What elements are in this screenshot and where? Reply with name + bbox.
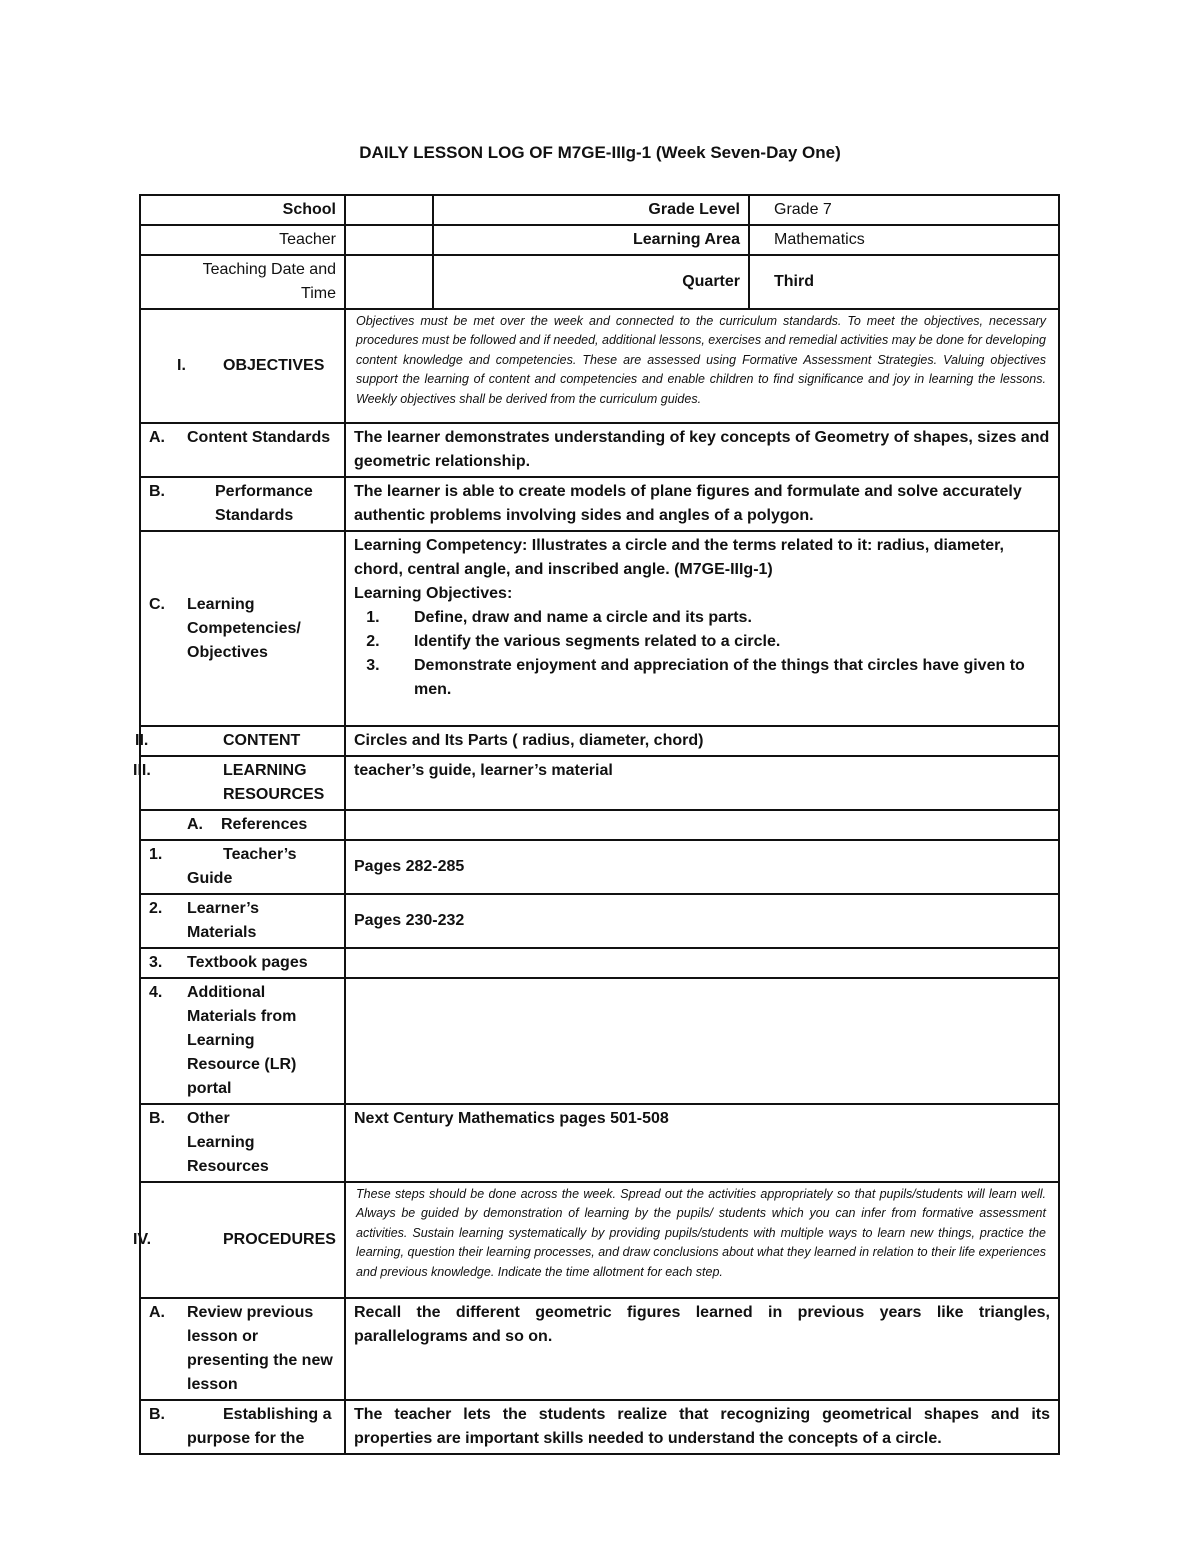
review-row bbox=[140, 1298, 1059, 1400]
procedures-note: These steps should be done across the week. Spread out the activities appropriately so that pupils/students will learn well. Always be guided by demonstration of learning by the pupils/ students which you can infer from formative assessment activities. Sustain learning systematically by providing pupils/students with multiple ways to learn new things, practice the learning, question their learning processes, and draw conclusions about what they learned in relation to their life experiences and previous knowledge. Indicate the time allotment for each step. bbox=[345, 1182, 1059, 1298]
review-label: Review previous lesson or presenting the new lesson bbox=[187, 1304, 333, 1393]
learning-area-value: Mathematics bbox=[749, 225, 1059, 255]
purpose-heading bbox=[140, 1400, 345, 1454]
objective-item: 3. Demonstrate enjoyment and appreciation of the things that circles have given to men. bbox=[384, 654, 1050, 702]
date-label: Teaching Date and Time bbox=[140, 255, 345, 309]
ref-item-heading bbox=[140, 894, 345, 948]
teacher-label: Teacher bbox=[140, 225, 345, 255]
purpose-marker: B. bbox=[149, 1406, 165, 1423]
objectives-row bbox=[140, 309, 1059, 423]
ref-item-label: Learner’s Materials bbox=[187, 900, 260, 941]
objectives-heading bbox=[140, 309, 345, 423]
purpose-text: The teacher lets the students realize that recognizing geometrical shapes and its properties are important skills needed to understand the concepts of a circle. bbox=[345, 1400, 1059, 1454]
ref-item-label: Textbook pages bbox=[187, 954, 308, 971]
objectives-note: Objectives must be met over the week and connected to the curriculum standards. To meet the objectives, necessary procedures must be followed and if needed, additional lessons, exercises and remedial activities may be done for developing content knowledge and competencies. These are assessed using Formative Assessment Strategies. Valuing objectives support the learning of content and competencies and enable children to find significance and joy in learning the lessons. Weekly objectives shall be derived from the curriculum guides. bbox=[345, 309, 1059, 423]
date-row bbox=[140, 255, 1059, 309]
page-title: DAILY LESSON LOG OF M7GE-IIIg-1 (Week Seven-Day One) bbox=[359, 143, 841, 162]
references-label: References bbox=[221, 816, 308, 833]
school-label: School bbox=[140, 195, 345, 225]
teacher-row bbox=[140, 225, 1059, 255]
ref-item-marker: 1. bbox=[149, 846, 163, 863]
quarter-value: Third bbox=[749, 255, 1059, 309]
review-marker: A. bbox=[149, 1304, 165, 1321]
ref-item-marker: 2. bbox=[149, 900, 163, 917]
ref-item-row bbox=[140, 840, 1059, 894]
references-row bbox=[140, 810, 1059, 840]
ref-item-text: Pages 282-285 bbox=[345, 840, 1059, 894]
ref-item-marker: 4. bbox=[149, 984, 163, 1001]
ref-item-text bbox=[345, 978, 1059, 1104]
purpose-label: Establishing a purpose for the bbox=[187, 1406, 332, 1447]
performance-standards-label: Performance Standards bbox=[215, 483, 313, 524]
other-resources-heading bbox=[140, 1104, 345, 1182]
ref-item-row bbox=[140, 894, 1059, 948]
performance-standards-row bbox=[140, 477, 1059, 531]
resources-label: LEARNING RESOURCES bbox=[223, 762, 325, 803]
ref-item-heading bbox=[140, 840, 345, 894]
ref-item-label: Additional Materials from Learning Resource (LR) portal bbox=[187, 984, 297, 1097]
procedures-heading bbox=[133, 1182, 345, 1298]
school-row bbox=[140, 195, 1059, 225]
review-text: Recall the different geometric figures learned in previous years like triangles, parallelograms and so on. bbox=[345, 1298, 1059, 1400]
other-resources-row bbox=[140, 1104, 1059, 1182]
competencies-row bbox=[140, 531, 1059, 726]
ref-item-marker: 3. bbox=[149, 954, 163, 971]
references-marker: A. bbox=[187, 816, 203, 833]
performance-standards-marker: B. bbox=[149, 483, 165, 500]
resources-text: teacher’s guide, learner’s material bbox=[345, 756, 1059, 810]
objectives-list bbox=[354, 606, 1050, 702]
competencies-cell bbox=[345, 531, 1059, 726]
purpose-row bbox=[140, 1400, 1059, 1454]
competencies-label: Learning Competencies/ Objectives bbox=[187, 595, 301, 661]
performance-standards-text: The learner is able to create models of plane figures and formulate and solve accurately authentic problems involving sides and angles of a polygon. bbox=[345, 477, 1059, 531]
grade-level-value: Grade 7 bbox=[749, 195, 1059, 225]
ref-item-heading bbox=[140, 978, 345, 1104]
ref-item-row bbox=[140, 978, 1059, 1104]
school-value[interactable] bbox=[345, 195, 433, 225]
ref-item-heading bbox=[140, 948, 345, 978]
content-standards-marker: A. bbox=[149, 429, 165, 446]
other-resources-marker: B. bbox=[149, 1110, 165, 1127]
references-heading bbox=[140, 810, 345, 840]
content-standards-text: The learner demonstrates understanding of key concepts of Geometry of shapes, sizes and geometric relationship. bbox=[345, 423, 1059, 477]
resources-heading bbox=[133, 756, 345, 810]
objectives-label: OBJECTIVES bbox=[223, 357, 325, 374]
procedures-num: IV. bbox=[133, 1231, 152, 1248]
ref-item-row bbox=[140, 948, 1059, 978]
competency-text: Learning Competency: Illustrates a circle and the terms related to it: radius, diameter, chord, central angle, and inscribed angle. (M7GE-IIIg-1) bbox=[354, 537, 1004, 578]
procedures-row bbox=[140, 1182, 1059, 1298]
objective-item: 2. Identify the various segments related to a circle. bbox=[384, 630, 1050, 654]
content-label: CONTENT bbox=[223, 732, 301, 749]
performance-standards-heading bbox=[140, 477, 345, 531]
lesson-log-table bbox=[133, 194, 1060, 1455]
grade-level-label: Grade Level bbox=[433, 195, 749, 225]
references-text bbox=[345, 810, 1059, 840]
objective-item: 1. Define, draw and name a circle and its parts. bbox=[384, 606, 1050, 630]
ref-item-text bbox=[345, 948, 1059, 978]
content-standards-heading bbox=[140, 423, 345, 477]
objectives-num: I. bbox=[177, 357, 186, 374]
date-value[interactable] bbox=[345, 255, 433, 309]
content-standards-row bbox=[140, 423, 1059, 477]
content-num: II. bbox=[135, 732, 149, 749]
review-heading bbox=[140, 1298, 345, 1400]
content-row bbox=[140, 726, 1059, 756]
quarter-label: Quarter bbox=[433, 255, 749, 309]
teacher-value[interactable] bbox=[345, 225, 433, 255]
content-heading bbox=[135, 726, 345, 756]
competencies-marker: C. bbox=[149, 595, 165, 613]
objectives-subheading: Learning Objectives: bbox=[354, 585, 513, 602]
resources-row bbox=[140, 756, 1059, 810]
learning-area-label: Learning Area bbox=[433, 225, 749, 255]
resources-num: III. bbox=[133, 762, 151, 779]
other-resources-label: Other Learning Resources bbox=[187, 1110, 269, 1175]
competencies-heading bbox=[140, 531, 345, 726]
other-resources-text: Next Century Mathematics pages 501-508 bbox=[345, 1104, 1059, 1182]
content-standards-label: Content Standards bbox=[187, 429, 331, 446]
ref-item-label: Teacher’s Guide bbox=[187, 846, 297, 887]
content-text: Circles and Its Parts ( radius, diameter, chord) bbox=[345, 726, 1059, 756]
ref-item-text: Pages 230-232 bbox=[345, 894, 1059, 948]
procedures-label: PROCEDURES bbox=[223, 1231, 336, 1248]
